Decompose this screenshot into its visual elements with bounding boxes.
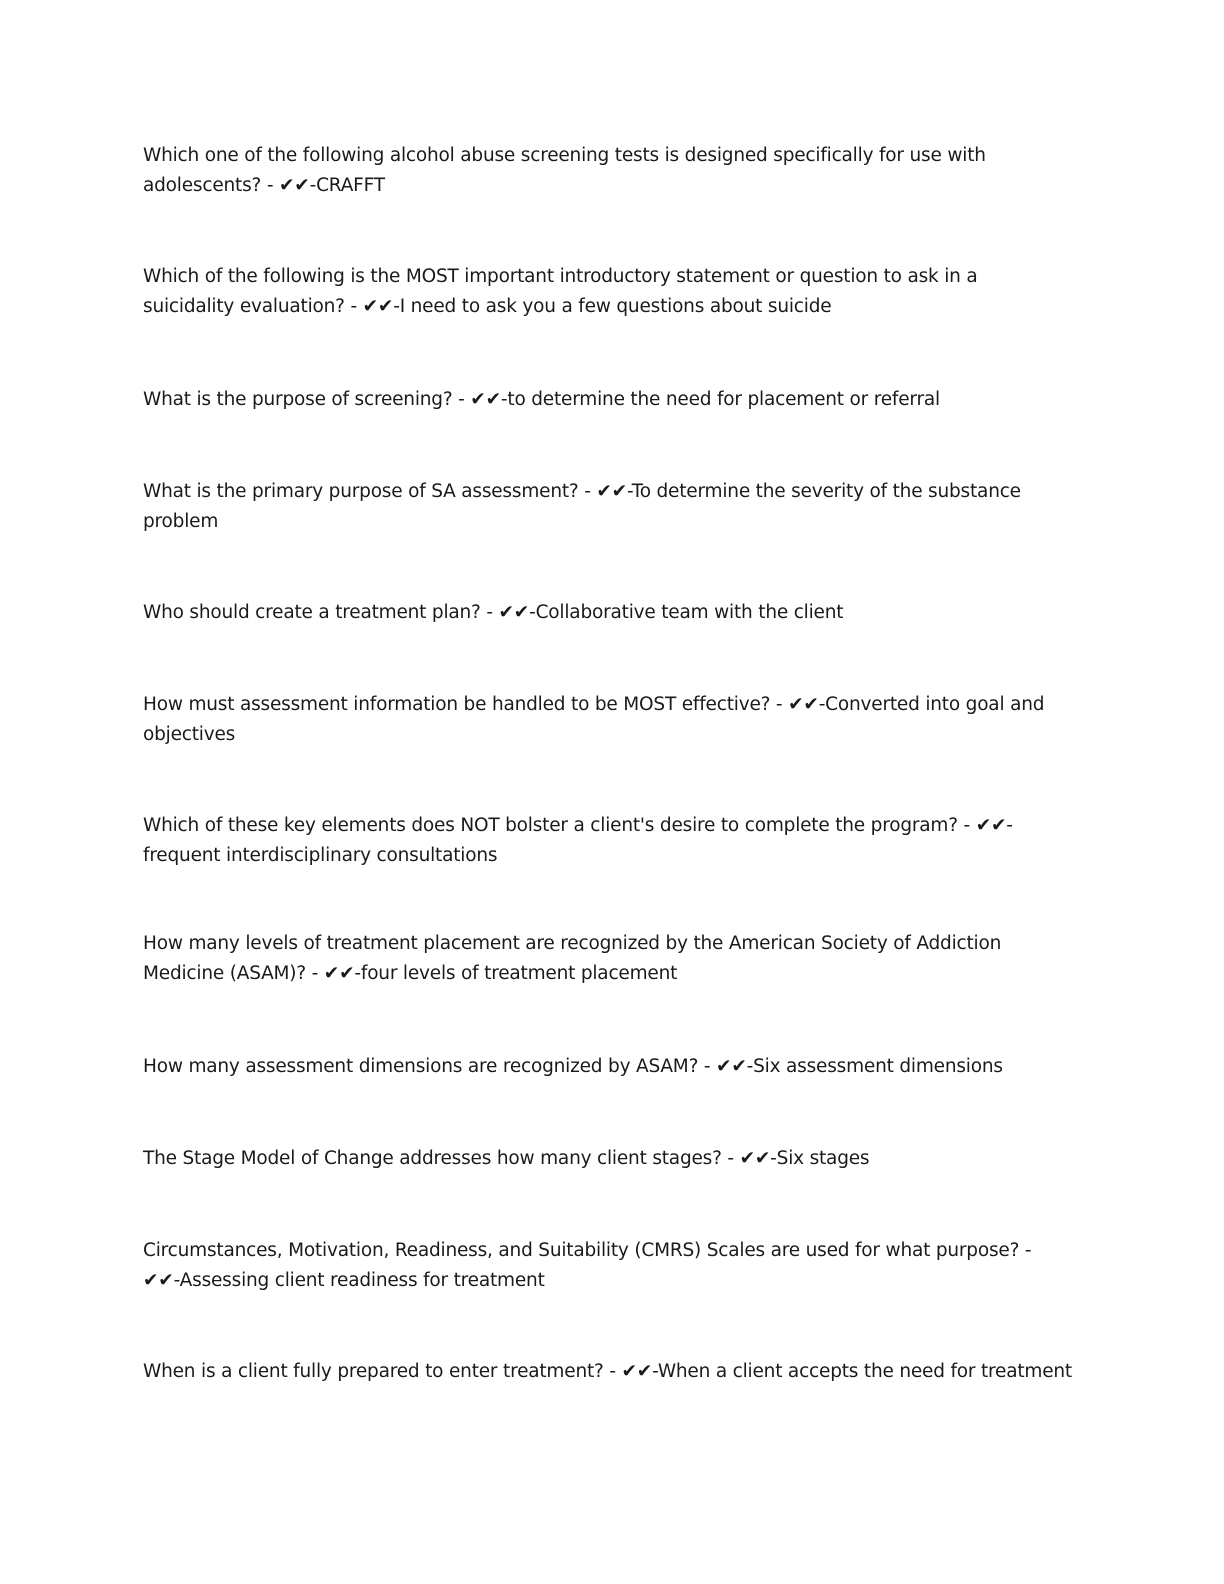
answer-text: Converted into goal and objectives [143,694,1045,745]
qa-item [143,1052,1073,1082]
answer-separator: - ✔✔- [344,296,400,317]
answer-text: Six assessment dimensions [753,1056,1003,1077]
answer-separator: - ✔✔- [721,1148,777,1169]
question-text: Which of the following is the MOST important introductory statement or question to ask in a suicidality evaluation? [143,266,978,317]
answer-text: Collaborative team with the client [535,602,844,623]
qa-item [143,1144,1073,1174]
qa-item [143,262,1073,322]
question-text: How many assessment dimensions are recognized by ASAM? [143,1056,699,1077]
question-text: What is the purpose of screening? [143,389,453,410]
answer-separator: - ✔✔- [305,963,361,984]
answer-separator: - ✔✔- [698,1056,754,1077]
question-text: Which of these key elements does NOT bolster a client's desire to complete the program? [143,815,958,836]
question-text: Who should create a treatment plan? [143,602,481,623]
answer-separator: - ✔✔- [480,602,536,623]
question-text: How many levels of treatment placement are recognized by the American Society of Addiction Medicine (ASAM)? [143,933,1002,984]
answer-separator: - ✔✔- [578,481,632,502]
qa-item [143,477,1073,537]
qa-item [143,690,1073,750]
answer-separator: - ✔✔- [957,815,1013,836]
question-text: When is a client fully prepared to enter treatment? [143,1361,604,1382]
question-text: The Stage Model of Change addresses how many client stages? [143,1148,722,1169]
question-text: What is the primary purpose of SA assessment? [143,481,579,502]
qa-item [143,385,1073,415]
qa-item [143,598,1073,628]
answer-text: to determine the need for placement or referral [507,389,940,410]
answer-text: CRAFFT [316,175,385,196]
question-text: Circumstances, Motivation, Readiness, and Suitability (CMRS) Scales are used for what purpose? [143,1240,1020,1261]
qa-item [143,141,1073,201]
question-text: How must assessment information be handled to be MOST effective? [143,694,771,715]
qa-item [143,929,1073,989]
answer-text: I need to ask you a few questions about suicide [399,296,832,317]
answer-text: When a client accepts the need for treatment [657,1361,1072,1382]
answer-separator: - ✔✔- [261,175,317,196]
qa-item [143,811,1073,871]
answer-text: To determine the severity of the substance problem [143,481,1021,532]
qa-item [143,1357,1073,1387]
answer-separator: - ✔✔- [603,1361,658,1382]
answer-separator: - ✔✔- [770,694,826,715]
question-text: Which one of the following alcohol abuse screening tests is designed specifically for use with adolescents? [143,145,986,196]
answer-text: four levels of treatment placement [360,963,678,984]
answer-text: Assessing client readiness for treatment [179,1270,545,1291]
answer-separator: - ✔✔- [143,1240,1032,1291]
qa-item [143,1236,1073,1296]
answer-separator: - ✔✔- [452,389,508,410]
answer-text: frequent interdisciplinary consultations [143,845,498,866]
answer-text: Six stages [776,1148,870,1169]
